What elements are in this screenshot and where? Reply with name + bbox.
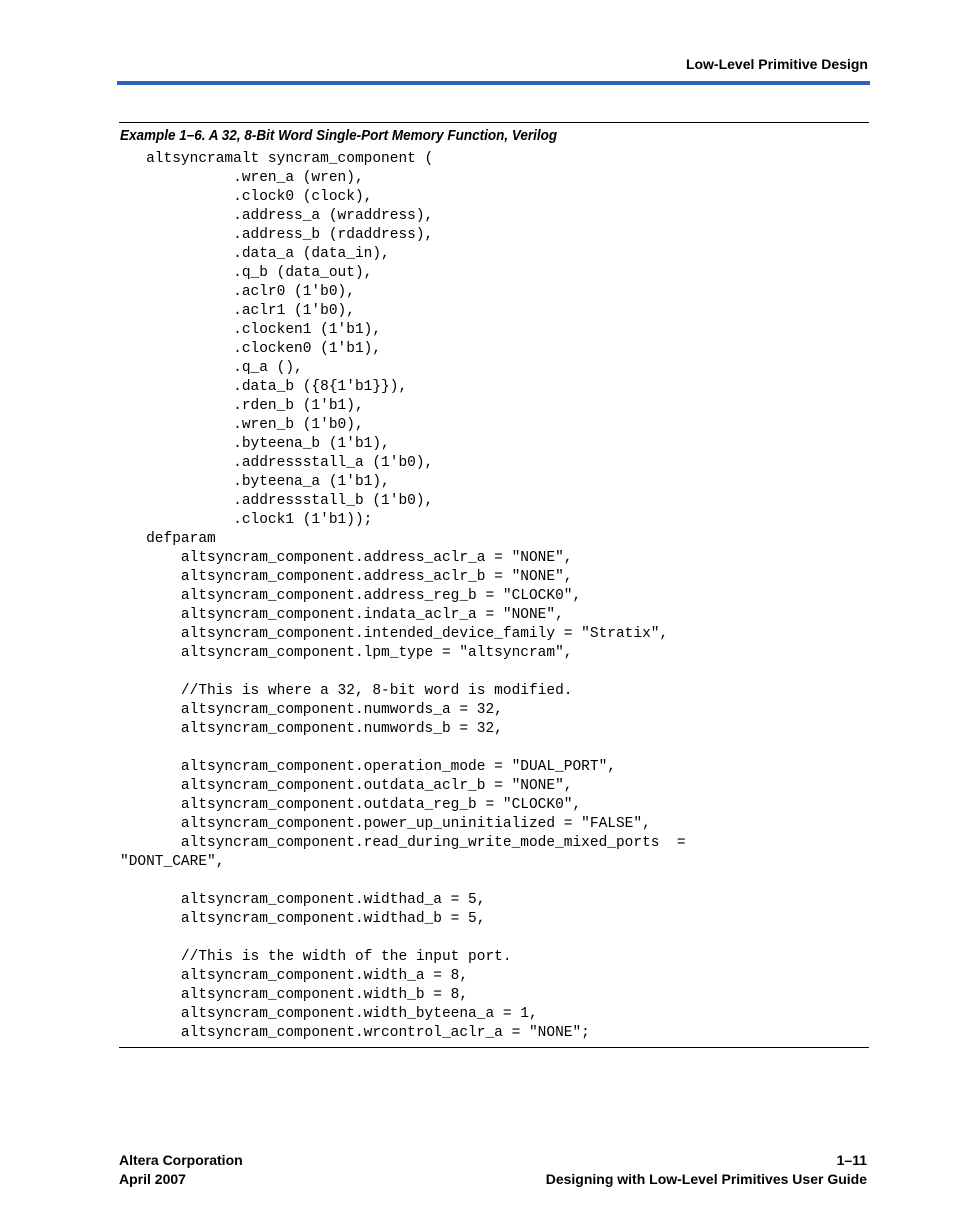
- code-line: altsyncram_component.operation_mode = "DUAL_PORT",: [120, 759, 616, 775]
- code-line: .wren_a (wren),: [120, 170, 364, 186]
- code-line: defparam: [120, 531, 216, 547]
- verilog-code-block: [120, 150, 686, 1043]
- code-line: //This is where a 32, 8-bit word is modified.: [120, 683, 573, 699]
- running-header-title: Low-Level Primitive Design: [685, 56, 868, 72]
- code-line: altsyncram_component.widthad_a = 5,: [120, 892, 486, 908]
- code-line: .q_b (data_out),: [120, 265, 373, 281]
- code-line: .clocken1 (1'b1),: [120, 322, 382, 338]
- code-line: [120, 872, 686, 891]
- footer-page-number: 1–11: [836, 1152, 867, 1168]
- code-line: altsyncram_component.read_during_write_mode_mixed_ports =: [120, 835, 686, 851]
- code-line: .rden_b (1'b1),: [120, 398, 364, 414]
- code-line: altsyncram_component.widthad_b = 5,: [120, 911, 486, 927]
- code-line: .byteena_a (1'b1),: [120, 474, 390, 490]
- code-line: .byteena_b (1'b1),: [120, 436, 390, 452]
- example-bottom-rule: [119, 1047, 869, 1048]
- example-caption: Example 1–6. A 32, 8-Bit Word Single-Port Memory Function, Verilog: [120, 127, 558, 144]
- code-line: .data_b ({8{1'b1}}),: [120, 379, 408, 395]
- code-line: altsyncram_component.intended_device_family = "Stratix",: [120, 626, 669, 642]
- code-line: .addressstall_a (1'b0),: [120, 455, 434, 471]
- code-line: .clock0 (clock),: [120, 189, 373, 205]
- code-line: .addressstall_b (1'b0),: [120, 493, 434, 509]
- code-line: altsyncram_component.indata_aclr_a = "NONE",: [120, 607, 564, 623]
- footer-guide-title: Designing with Low-Level Primitives User Guide: [545, 1171, 867, 1187]
- code-line: "DONT_CARE",: [120, 854, 225, 870]
- code-line: .clock1 (1'b1));: [120, 512, 373, 528]
- code-line: .address_b (rdaddress),: [120, 227, 434, 243]
- code-line: .clocken0 (1'b1),: [120, 341, 382, 357]
- code-line: altsyncram_component.lpm_type = "altsyncram",: [120, 645, 573, 661]
- code-line: altsyncram_component.wrcontrol_aclr_a = "NONE";: [120, 1025, 590, 1041]
- code-line: altsyncram_component.address_aclr_a = "NONE",: [120, 550, 573, 566]
- code-line: .data_a (data_in),: [120, 246, 390, 262]
- code-line: [120, 929, 686, 948]
- code-line: .aclr1 (1'b0),: [120, 303, 355, 319]
- code-line: altsyncram_component.outdata_aclr_b = "NONE",: [120, 778, 573, 794]
- footer-company: Altera Corporation: [119, 1152, 243, 1168]
- code-line: altsyncram_component.numwords_a = 32,: [120, 702, 503, 718]
- code-line: altsyncram_component.address_aclr_b = "NONE",: [120, 569, 573, 585]
- footer-date: April 2007: [119, 1171, 186, 1187]
- code-line: .address_a (wraddress),: [120, 208, 434, 224]
- footer-right: [546, 1151, 867, 1189]
- code-line: altsyncram_component.power_up_uninitialized = "FALSE",: [120, 816, 651, 832]
- code-line: [120, 663, 686, 682]
- code-line: //This is the width of the input port.: [120, 949, 512, 965]
- code-line: altsyncramalt syncram_component (: [120, 151, 434, 167]
- code-line: altsyncram_component.width_b = 8,: [120, 987, 469, 1003]
- code-line: .q_a (),: [120, 360, 303, 376]
- example-top-rule: [119, 122, 869, 123]
- code-line: altsyncram_component.width_a = 8,: [120, 968, 469, 984]
- code-line: [120, 739, 686, 758]
- code-line: altsyncram_component.width_byteena_a = 1,: [120, 1006, 538, 1022]
- code-line: altsyncram_component.address_reg_b = "CLOCK0",: [120, 588, 582, 604]
- code-line: altsyncram_component.numwords_b = 32,: [120, 721, 503, 737]
- header-rule: [117, 81, 870, 85]
- footer-left: [119, 1151, 243, 1189]
- code-line: .aclr0 (1'b0),: [120, 284, 355, 300]
- code-line: altsyncram_component.outdata_reg_b = "CLOCK0",: [120, 797, 582, 813]
- code-line: .wren_b (1'b0),: [120, 417, 364, 433]
